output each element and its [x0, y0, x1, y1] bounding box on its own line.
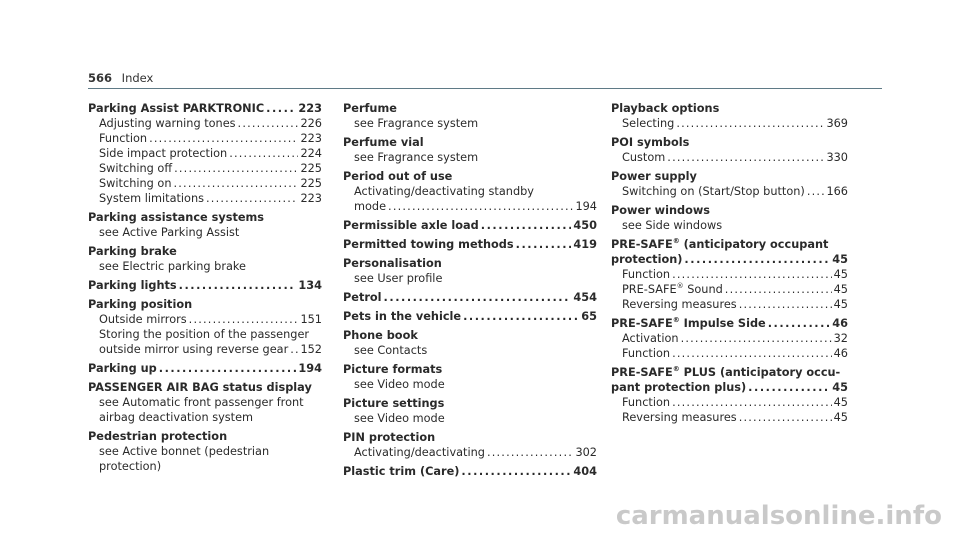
leader-dots — [481, 218, 572, 233]
index-entry — [88, 361, 322, 376]
index-term: Pedestrian protection — [88, 430, 228, 443]
index-term: Power supply — [611, 170, 697, 183]
leader-dots — [748, 380, 830, 395]
page-ref: 369 — [826, 117, 848, 130]
index-subentry — [88, 116, 322, 131]
index-entry — [88, 380, 322, 425]
index-entry — [611, 316, 848, 361]
index-entry — [611, 101, 848, 131]
index-subentry-text: Switching off — [99, 162, 173, 175]
index-subentry — [611, 410, 848, 425]
index-term: Personalisation — [343, 257, 442, 270]
page-ref: 166 — [826, 185, 848, 198]
index-term: Picture settings — [343, 397, 445, 410]
index-subentry: see Side windows — [622, 219, 723, 232]
index-subentry-text: Custom — [622, 151, 666, 164]
index-subentry: see User profile — [354, 272, 443, 285]
index-term-text: Parking Assist PARKTRONIC — [88, 102, 265, 115]
index-term — [343, 290, 597, 305]
leader-dots — [290, 342, 298, 357]
index-entry — [88, 101, 322, 206]
index-term-text: protection) — [611, 253, 683, 266]
index-entry — [343, 256, 597, 286]
index-term — [611, 252, 848, 267]
index-term: PRE-SAFE® (anticipatory occupant — [611, 237, 829, 251]
index-term-text: Permitted towing methods — [343, 238, 514, 251]
index-subentry: see Electric parking brake — [99, 260, 246, 273]
page-ref: 45 — [833, 283, 848, 296]
section-title: Index — [121, 71, 154, 85]
leader-dots — [238, 116, 299, 131]
index-subentry: see Contacts — [354, 344, 428, 357]
page-ref: 46 — [832, 317, 848, 330]
index-subentry: Storing the position of the passenger — [99, 328, 310, 341]
index-term-text: Petrol — [343, 291, 382, 304]
index-entry — [611, 237, 848, 312]
index-entry — [343, 362, 597, 392]
leader-dots — [173, 176, 298, 191]
index-term-text: pant protection plus) — [611, 381, 747, 394]
leader-dots — [206, 191, 298, 206]
index-subentry-text: Function — [622, 268, 671, 281]
index-term — [611, 380, 848, 395]
index-term: Picture formats — [343, 363, 443, 376]
leader-dots — [739, 410, 832, 425]
index-subentry — [611, 116, 848, 131]
index-term — [343, 309, 597, 324]
index-term: Parking position — [88, 298, 193, 311]
page-ref: 152 — [300, 343, 322, 356]
index-subentry-text: mode — [354, 200, 387, 213]
index-subentry-text: outside mirror using reverse gear — [99, 343, 289, 356]
index-term: POI symbols — [611, 136, 690, 149]
index-subentry: see Video mode — [354, 412, 445, 425]
index-term-text: Permissible axle load — [343, 219, 479, 232]
index-subentry — [611, 346, 848, 361]
index-subentry: Activating/deactivating standby — [354, 185, 534, 198]
leader-dots — [229, 146, 298, 161]
page-ref: 223 — [300, 132, 322, 145]
index-entry — [343, 237, 597, 252]
page-ref: 454 — [573, 291, 597, 304]
index-term — [88, 101, 322, 116]
index-term: Parking assistance systems — [88, 211, 265, 224]
leader-dots — [266, 101, 296, 116]
index-subentry — [88, 342, 322, 357]
index-subentry — [88, 176, 322, 191]
page-ref: 45 — [832, 253, 848, 266]
index-subentry-text: System limitations — [99, 192, 205, 205]
index-term-text: Plastic trim (Care) — [343, 465, 460, 478]
index-subentry — [611, 297, 848, 312]
leader-dots — [461, 464, 571, 479]
index-subentry — [611, 331, 848, 346]
leader-dots — [672, 346, 832, 361]
index-subentry-text: Switching on (Start/Stop button) — [622, 185, 805, 198]
page-ref: 45 — [833, 411, 848, 424]
leader-dots — [807, 184, 825, 199]
index-entry — [611, 135, 848, 165]
leader-dots — [516, 237, 572, 252]
index-subentry: see Video mode — [354, 378, 445, 391]
page-ref: 46 — [833, 347, 848, 360]
page-ref: 151 — [300, 313, 322, 326]
index-entry — [343, 169, 597, 214]
index-subentry-text: Selecting — [622, 117, 675, 130]
leader-dots — [684, 252, 830, 267]
page-ref: 45 — [833, 268, 848, 281]
index-term: PRE-SAFE® PLUS (anticipatory occu- — [611, 365, 841, 379]
index-subentry — [88, 131, 322, 146]
watermark: carmanualsonline.info — [615, 501, 942, 531]
index-entry — [611, 203, 848, 233]
page-ref: 302 — [575, 446, 597, 459]
leader-dots — [768, 316, 831, 331]
leader-dots — [487, 445, 573, 460]
leader-dots — [676, 116, 824, 131]
index-subentry-text: Adjusting warning tones — [99, 117, 236, 130]
index-entry — [88, 210, 322, 240]
index-entry — [343, 135, 597, 165]
index-term — [343, 237, 597, 252]
index-column-3 — [611, 101, 848, 429]
index-subentry: see Automatic front passenger front — [99, 396, 304, 409]
index-term: Power windows — [611, 204, 711, 217]
index-column-1 — [88, 101, 322, 478]
index-subentry — [611, 184, 848, 199]
page-ref: 45 — [832, 381, 848, 394]
leader-dots — [159, 361, 297, 376]
leader-dots — [739, 297, 832, 312]
index-subentry-text: Reversing measures — [622, 298, 737, 311]
page-ref: 194 — [575, 200, 597, 213]
index-subentry — [88, 191, 322, 206]
index-term: Perfume — [343, 102, 397, 115]
index-term: Parking brake — [88, 245, 177, 258]
index-term-text: Pets in the vehicle — [343, 310, 462, 323]
index-subentry-text: Function — [622, 347, 671, 360]
index-subentry — [611, 395, 848, 410]
index-entry — [343, 290, 597, 305]
page-ref: 134 — [298, 279, 322, 292]
index-subentry-text: Switching on — [99, 177, 172, 190]
index-subentry — [611, 282, 848, 297]
leader-dots — [149, 131, 298, 146]
leader-dots — [681, 331, 832, 346]
index-subentry: see Active bonnet (pedestrian protection) — [99, 445, 270, 473]
index-term-text: Parking up — [88, 362, 157, 375]
index-entry — [343, 430, 597, 460]
page-ref: 404 — [573, 465, 597, 478]
page-header — [88, 71, 153, 85]
page-number: 566 — [88, 71, 113, 85]
page-ref: 194 — [298, 362, 322, 375]
leader-dots — [463, 309, 579, 324]
leader-dots — [667, 150, 824, 165]
index-term — [88, 278, 322, 293]
index-entry — [343, 328, 597, 358]
index-entry — [88, 297, 322, 357]
page-ref: 330 — [826, 151, 848, 164]
leader-dots — [672, 267, 832, 282]
index-term: PIN protection — [343, 431, 436, 444]
index-term: PASSENGER AIR BAG status display — [88, 381, 312, 394]
index-term — [88, 361, 322, 376]
index-entry — [88, 244, 322, 274]
index-subentry — [88, 146, 322, 161]
index-subentry-text: Function — [99, 132, 148, 145]
leader-dots — [174, 161, 298, 176]
index-subentry-text: Side impact protection — [99, 147, 228, 160]
index-subentry-text: Activation — [622, 332, 679, 345]
index-subentry — [611, 150, 848, 165]
page-ref: 226 — [300, 117, 322, 130]
index-subentry — [343, 199, 597, 214]
index-subentry: airbag deactivation system — [99, 411, 254, 424]
index-entry — [88, 429, 322, 474]
page-ref: 419 — [573, 238, 597, 251]
index-entry — [343, 309, 597, 324]
index-subentry-text: Activating/deactivating — [354, 446, 485, 459]
index-term-text: PRE-SAFE® Impulse Side — [611, 316, 766, 330]
index-term: Phone book — [343, 329, 418, 342]
index-entry — [343, 218, 597, 233]
leader-dots — [384, 290, 572, 305]
leader-dots — [725, 282, 832, 297]
index-subentry-text: Function — [622, 396, 671, 409]
index-entry — [343, 101, 597, 131]
index-subentry: see Fragrance system — [354, 117, 479, 130]
index-term — [343, 218, 597, 233]
index-subentry: see Fragrance system — [354, 151, 479, 164]
index-subentry — [88, 161, 322, 176]
index-term: Period out of use — [343, 170, 453, 183]
index-subentry — [343, 445, 597, 460]
index-subentry: see Active Parking Assist — [99, 226, 240, 239]
index-term: Playback options — [611, 102, 720, 115]
page-ref: 225 — [300, 177, 322, 190]
page-ref: 450 — [573, 219, 597, 232]
header-divider — [88, 88, 882, 89]
page-ref: 45 — [833, 396, 848, 409]
index-subentry-text: Outside mirrors — [99, 313, 187, 326]
index-term — [611, 316, 848, 331]
index-entry — [88, 278, 322, 293]
page-ref: 45 — [833, 298, 848, 311]
page-ref: 223 — [298, 102, 322, 115]
page-ref: 225 — [300, 162, 322, 175]
leader-dots — [388, 199, 573, 214]
index-subentry — [88, 312, 322, 327]
index-column-2 — [343, 101, 597, 483]
leader-dots — [179, 278, 297, 293]
index-subentry — [611, 267, 848, 282]
index-entry — [611, 365, 848, 425]
index-subentry-text: PRE-SAFE® Sound — [622, 282, 723, 296]
index-term-text: Parking lights — [88, 279, 177, 292]
page-ref: 65 — [581, 310, 597, 323]
index-entry — [611, 169, 848, 199]
index-entry — [343, 464, 597, 479]
index-term — [343, 464, 597, 479]
index-term: Perfume vial — [343, 136, 424, 149]
leader-dots — [672, 395, 832, 410]
index-subentry-text: Reversing measures — [622, 411, 737, 424]
index-entry — [343, 396, 597, 426]
leader-dots — [189, 312, 299, 327]
page-ref: 32 — [833, 332, 848, 345]
page-ref: 223 — [300, 192, 322, 205]
page-ref: 224 — [300, 147, 322, 160]
